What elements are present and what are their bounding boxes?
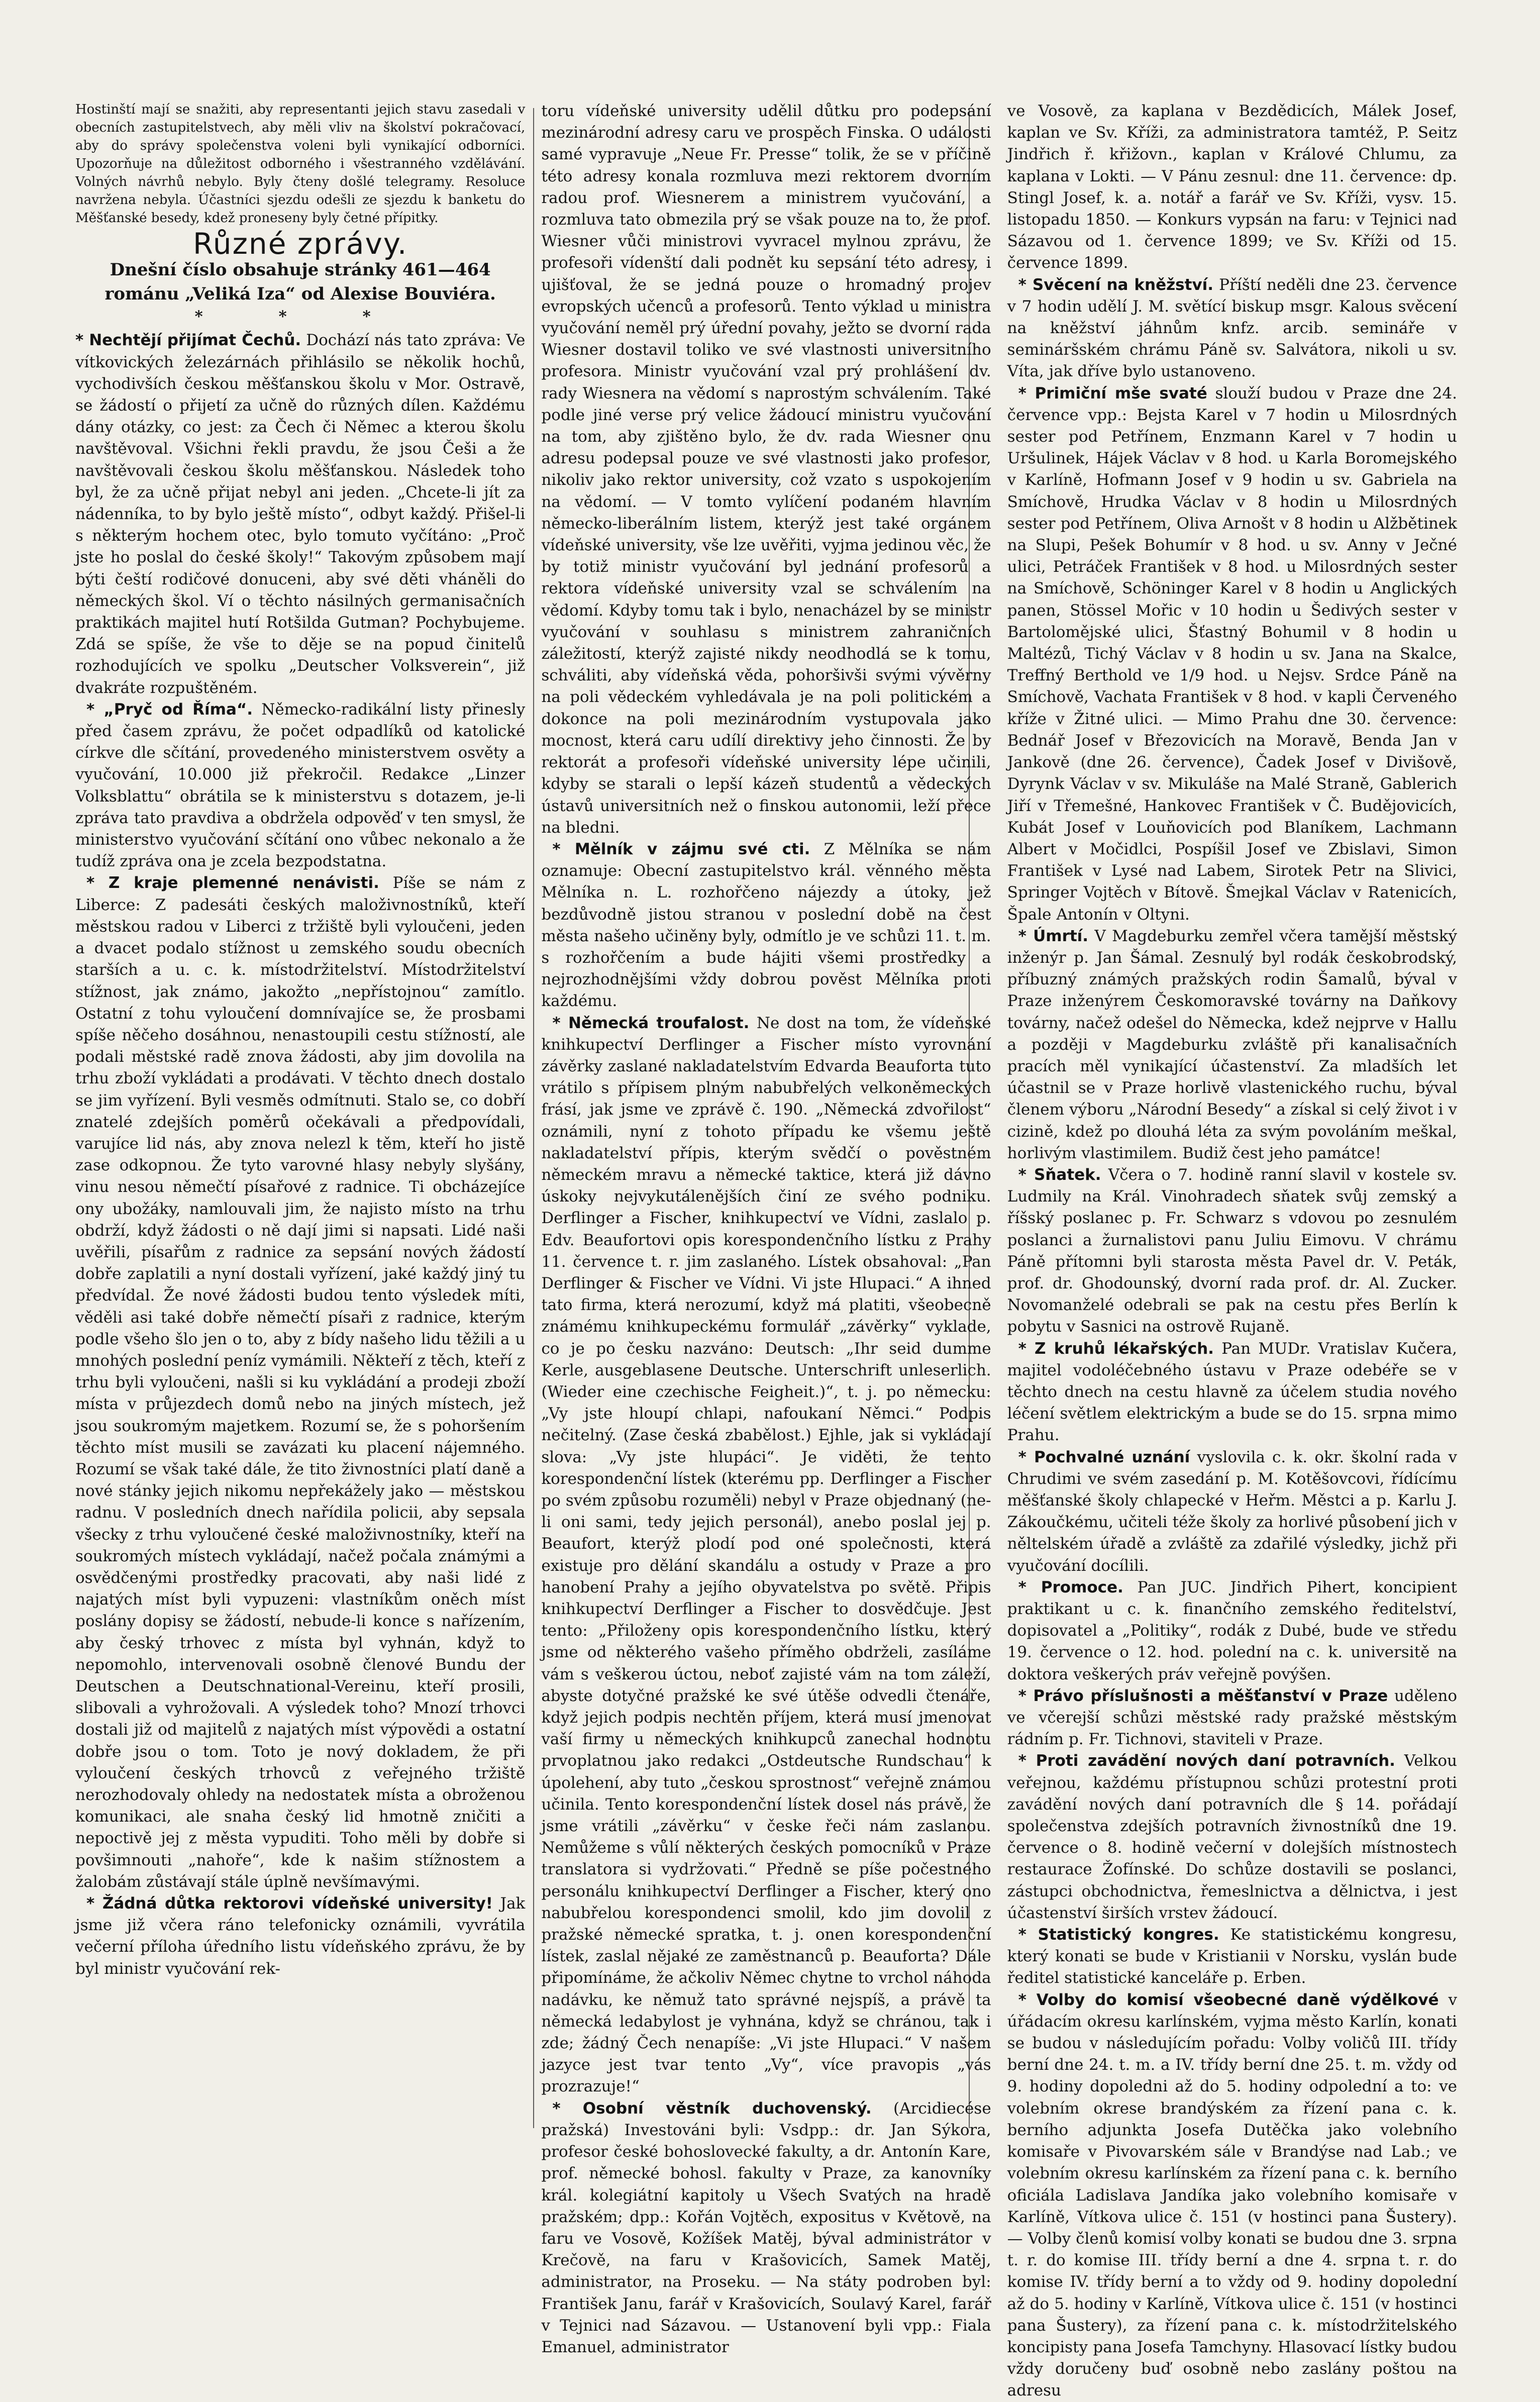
section-title: Různé zprávy. [193,227,408,261]
news-item [541,1013,991,2098]
news-headline: * Osobní věstník duchovenský. [552,2099,872,2118]
column-2 [541,101,991,2356]
news-body: Pan JUC. Jindřich Pihert, koncipient praktikant u c. k. finančního zemského ředitelství, dopisovatel a „Politiky“, rodák z Dubé, bude ve středu 19. července o 12. hod. polední na c. k. universitě na doktora veškerých práv veřejně povýšen. [1007,1578,1457,1683]
news-body: vyslovila c. k. okr. školní rada v Chrudimi ve svém zasedání p. M. Kotěšovcovi, řídícímu měšťanské školy chlapecké v Heřm. Městci a p. Karlu J. Zákoučkému, učiteli téže školy za horlivé působení jich v něltelském úřadě a zvláště za zdařilé výsledky, jichž při vyučování docílili. [1007,1448,1457,1575]
news-headline: * Úmrtí. [1018,927,1089,945]
news-item [1007,383,1457,926]
news-headline: * Právo příslušnosti a měšťanství v Praze [1018,1686,1388,1705]
news-item [1007,1338,1457,1447]
news-body: Příští neděli dne 23. července v 7 hodin udělí J. M. světící biskup msgr. Kalous svěcení na kněžství jáhnům knfz. arcib. semináře v semináršském chrámu Páně sv. Salvátora, nikoli u sv. Víta, jak dříve bylo ustanoveno. [1007,275,1457,381]
news-item [75,330,525,698]
text-columns [75,101,1457,2400]
news-item [75,699,525,873]
news-item [75,872,525,1893]
article-continuation: ve Vosově, za kaplana v Bezdědicích, Málek Josef, kaplan ve Sv. Kříži, za administratora tamtéž, P. Seitz Jindřich ř. křižovn., kaplan v Králové Chlumu, za kaplana v Lokti. — V Pánu zesnul: dne 11. července: dp. Stingl Josef, k. a. notář a farář ve Sv. Kříži, vysv. 15. listopadu 1850. — Konkurs vypsán na faru: v Tejnici nad Sázavou od 1. července 1899; ve Sv. Kříži od 15. července 1899. [1007,102,1457,272]
section-separator: * * * [194,308,406,326]
news-body: Z Mělníka se nám oznamuje: Obecní zastupitelstvo král. věnného města Mělníka n. L. rozhořčeno nájezdy a útoky, jež bezdůvodně jistou stranou v poslední době na čest města našeho učiněny byly, odmítlo je ve schůzi 11. t. m. s rozhořčením a bude hájiti všemi prostředky a nejrozhodnějšími vždy dobrou pověst Mělníka proti každému. [541,840,991,1011]
news-item [541,2098,991,2358]
news-headline: * Sňatek. [1018,1165,1101,1184]
news-item [75,1893,525,1980]
news-body: Německo-radikální listy přinesly před časem zprávu, že počet odpadlíků od katolické církve dle sčítání, provedeného ministerstvem osvěty a vyučování, 10.000 již překročil. Redakce „Linzer Volksblattu“ obrátila se k ministerstvu s dotazem, je-li zpráva tato pravdiva a obdržela odpověď v ten smysl, že ministerstvo vyučování sčítání ono vůbec nekonalo a že tudíž zpráva ona je zcela bezpodstatna. [75,700,526,871]
column-3 [1007,101,1457,2400]
news-headline: * Z kraje plemenné nenávisti. [86,874,379,892]
news-item [1007,274,1457,383]
news-item [1007,1685,1457,1751]
news-body: Ke statistickému kongresu, který konati se bude v Kristianii v Norsku, vyslán bude ředitel statistické kanceláře p. Erben. [1007,1926,1457,1987]
news-headline: * Z kruhů lékařských. [1018,1339,1214,1358]
news-item [1007,1924,1457,1989]
news-item [1007,1577,1457,1685]
news-headline: * Německá troufalost. [552,1014,750,1032]
news-headline: * Volby do komisí všeobecné daně výdělkové [1018,1990,1439,2009]
news-item [1007,1447,1457,1577]
news-body: Ne dost na tom, že vídeňské knihkupectví Derflinger a Fischer místo vyrovnání závěrky zaslané nakladatelstvím Edvarda Beauforta tuto vrátilo s přípisem plným nabubřelých velkoněmeckých frásí, jak jsme ve zprávě č. 190. „Německá zdvořilost“ oznámili, nyní z tohoto případu ke všemu ještě nakladatelství přípis, kterým svědčí o pověstném německém mravu a německé taktice, která již dávno úskoky nejvykutálenějších činí ze svého podniku. Derflinger a Fischer, knihkupectví ve Vídni, zaslalo p. Edv. Beaufortovi opis korespondenčního lístku z Prahy 11. července t. r. jim zaslaného. Lístek obsahoval: „Pan Derflinger & Fischer ve Vídni. Vi jste Hlupaci.“ A ihned tato firma, která nerozumí, když má platiti, všeobecně známému knihkupeckému formulář „závěrky“ vyklade, co je po česku nazváno: Deutsch: „Ihr seid dumme Kerle, ausgeblasene Deutsche. Unterschrift unleserlich. (Wieder eine czechische Feigheit.)“, t. j. po německu: „Vy jste hloupí chlapi, nafoukaní Němci.“ Podpis nečitelný. (Zase česká zbabělost.) Ejhle, jak si vykládají slova: „Vy jste hlupáci“. Je viděti, že tento korespondenční lístek (kterému pp. Derflinger a Fischer po svém způsobu rozuměli) nebyl v Praze objednaný (ne-li oni sami, tedy jejich personál), anebo poslal jej p. Beaufort, kterýž plodí pod oné společnosti, která existuje pro dělání skandálu a ostudy v Praze a pro hanobení Prahy a jejího obyvatelstva po světě. Připis knihkupectví Derflinger a Fischer to dosvědčuje. Jest tento: „Přiloženy opis korespondenčního lístku, který jsme od některého vašeho příměho obdrželi, zasíláme vám s veškerou úctou, neboť zajisté vám na tom záleží, abyste dotyčné pražské ke své útěše odvedli čtenáře, když jejich podpis nechtěn příjem, která musí jmenovat vaší firmy u německých knihkupců zanechal hodnotu prvoplatnou jako redakci „Ostdeutsche Rundschau“ k úpolehení, aby tuto „českou sprostnost“ veřejně známou učinila. Tento korespondenční lístek dosel nás právě, že jsme vrátili „závěrku“ v česke řeči nám zaslanou. Nemůžeme s vůlí některých českých pomocníků v Praze translatora si vydržovati.“ Předně se píše počestného personálu knihkupectví Derflinger a Fischer, který ono nabubřelou korespondenci smolil, kdo jim dovolil z pražské německé spratka, t. j. onen korespondenční lístek, zaslal nějaké ze zaměstnanců p. Beauforta? Dále připomínáme, že ačkoliv Němec chytne to vrchol náhoda nadávku, ke němuž tato správné nejspíš, a právě ta německá ledabylost je vyhnána, když se chránou, tak i zde; žádný Čech nenapíše: „Vi jste Hlupaci.“ V našem jazyce jest tvar tento „Vy“, více pravopis „vás prozrazuje!“ [541,1014,991,2096]
news-body: V Magdeburku zemřel včera tamější městský inženýr p. Jan Šámal. Zesnulý byl rodák českobrodský, příbuzný známých pražských rodin Šamalů, býval v Praze inženýrem Českomoravské továrny na Daňkovy továrny, načež odešel do Německa, kdež nejprve v Hallu a později v Magdeburku zvláště při kanalisačních pracích měl vynikající účastenství. Za mladších let účastnil se v Praze horlivě vlastenického ruchu, býval členem výboru „Národní Besedy“ a získal si celý život i v cizině, kdež po dlouhá léta za svým povoláním meškal, horlivým vlastimilem. Budiž čest jeho památce! [1007,927,1457,1162]
news-body: Jak jsme již včera ráno telefonicky oznámili, vyvrátila večerní příloha úředního listu vídeňského zprávu, že by byl ministr vyučování rek- [75,1894,526,1978]
news-item [541,839,991,1013]
news-headline: * Primiční mše svaté [1018,384,1207,403]
article-continuation: Hostinští mají se snažiti, aby representanti jejich stavu zasedali v obecních zastupitelstvech, aby měli vliv na školství pokračovací, aby do správy společenstva voleni byli vynikající odborníci. Upozorňuje na důležitost odborného i všestranného vzdělávání. Volných návrhů nebylo. Byly čteny došlé telegramy. Resoluce navržena nebyla. Účastníci sjezdu odešli ze sjezdu k banketu do Měšťanské besedy, kdež proneseny byly četné přípitky. [75,102,526,226]
news-item [1007,1164,1457,1338]
news-body: Včera o 7. hodině ranní slavil v kostele sv. Ludmily na Král. Vinohradech sňatek svůj zemský a říšský poslanec p. Fr. Schwarz s vdovou po zesnulém poslanci a žurnalistovi panu Juliu Eimovu. V chrámu Páně přítomni byli starosta města Pavel dr. V. Peták, prof. dr. Ghodounský, dvorní rada prof. dr. Al. Zucker. Novomanželé odebrali se pak na cestu přes Berlín k pobytu v Sasnici na ostrově Rujaně. [1007,1165,1457,1336]
news-body: v úřádacím okresu karlínském, vyjma město Karlín, konati se budou v následujícím pořadu: Volby voličů III. třídy berní dne 24. t. m. a IV. třídy berní dne 25. t. m. vždy od 9. hodiny dopoledni až do 5. hodiny odpolední a to: ve volebním okrese brandýském za řízení pana c. k. berního adjunkta Josefa Dutěčka jako volebního komisaře v Pivovarském sále v Brandýse nad Lab.; ve volebním okresu karlínském za řízení pana c. k. berního oficiála Ladislava Jandíka jako volebního komisaře v Karlíně, Vítkova ulice č. 151 (v hostinci pana Šustery). — Volby členů komisí volby konati se budou dne 3. srpna t. r. do komise III. třídy berní a dne 4. srpna t. r. do komise IV. třídy berní a to vždy od 9. hodiny dopolední až do 5. hodiny v Karlíně, Vítkova ulice č. 151 (v hostinci pana Šustery), za řízení pana c. k. místodržitelského koncipisty pana Josefa Tamchyny. Hlasovací lístky budou vždy doručeny buď osobně nebo zaslány poštou na adresu [1007,1990,1457,2400]
news-item [1007,1989,1457,2402]
news-headline: * Nechtějí přijímat Čechů. [75,331,301,350]
news-headline: * Proti zavádění nových daní potravních. [1018,1752,1395,1770]
news-body: (Arcidiecése pražská) Investováni byli: Vsdpp.: dr. Jan Sýkora, profesor české bohoslovecké fakulty, a dr. Antonín Kare, prof. německé bohosl. fakulty v Praze, za kanovníky král. kolegiátní kapitoly u Všech Svatých na hradě pražském; dpp.: Kořán Vojtěch, expositus v Květově, na faru ve Vosově, Kožíšek Matěj, býval administrátor v Krečově, na faru v Krašovicích, Samek Matěj, administrator, na Proseku. — Na státy podroben byl: František Janu, farář v Krašovicích, Soulavý Karel, farář v Tejnici nad Sázavou. — Ustanovení byli vpp.: Fiala Emanuel, administrator [541,2099,991,2356]
news-body: Dochází nás tato zpráva: Ve vítkovických železárnách přihlásilo se několik hochů, vychodivších českou měšťanskou školu v Mor. Ostravě, se žádostí o přijetí za učně do různých dílen. Každému dány otázky, co jest: za Čech či Němec a kterou školu navštěvoval. Všichni řekli pravdu, že jsou Češi a že navštěvovali českou školu měšťanskou. Následek toho byl, že za učně přijat nebyl ani jeden. „Chcete-li jít za nádenníka, to by bylo ještě místo“, odbyt každý. Přišel-li s některým hochem otec, bylo tomuto vyčítáno: „Proč jste ho poslal do české školy!“ Takovým způsobem mají býti čeští rodičové donuceni, aby své děti vháněli do německých škol. Ví o těchto násilných germanisačních praktikách majitel hutí Rotšilda Gutman? Pochybujeme. Zdá se spíše, že vše to děje se na popud činitelů rozhodujících ve spolku „Deutscher Volksverein“, již dvakráte rozpuštěném. [75,331,526,697]
news-body: Velkou veřejnou, každému přístupnou schůzi protestní proti zavádění nových daní potravních dle § 14. pořádají společenstva zdejších potravních živnostníků dne 19. července o 8. hodině večerní v dolejších místnostech restaurace Žofínské. Do schůze dostavili se poslanci, zástupci obchodnictva, řemeslnictva a dělnictva, i jest účastenství širších vrstev žádoucí. [1007,1752,1457,1922]
news-headline: * Svěcení na kněžství. [1018,275,1214,294]
news-headline: * Pochvalné uznání [1018,1448,1190,1466]
news-headline: * Mělník v zájmu své cti. [552,840,810,858]
news-headline: * „Pryč od Říma“. [86,700,253,719]
news-body: uděleno ve včerejší schůzi městské rady pražské městským rádním p. Fr. Tichnovi, staviteli v Praze. [1007,1686,1457,1749]
news-headline: * Promoce. [1018,1578,1123,1596]
news-body: Píše se nám z Liberce: Z padesáti českých maloživnostníků, kteří městskou radou v Liberci z tržiště byli vyloučeni, jeden a dvacet podalo stížnost u zemského soudu obecních starších a u. c. k. místodržitelství. Místodržitelství stížnost, jak známo, jakožto „nepřístojnou“ zamítlo. Ostatní z tohu vyloučení domnívajíce se, že prosbami spíše něčeho dosáhnou, nenastoupili cestu stížností, ale podali městské radě znova žádosti, aby jim dovolila na trhu zboží vykládati a prodávati. V těchto dnech dostalo se jim vyřízení. Byli vesměs odmítnuti. Stalo se, co dobří znatelé zdejších poměrů očekávali a předpovídali, varujíce lid nás, aby znova nelezl k těm, kteří ho jistě zase odkopnou. Že tyto varovné hlasy nebyly slyšány, vinu nesou němečtí písařové z radnice. Ti obcházejíce ony ubožáky, namlouvali jim, že najisto místo na trhu obdrží, když žádosti o ně dají jimi si napsati. Lidé naši uvěřili, písařům z radnice za sepsání nových žádostí dobře zaplatili a nyní dostali vyřízení, jaké každý jiný tu předvídal. Že nové žádosti budou tento výsledek míti, věděli asi také dobře němečtí písaři z radnice, kterým podle všeho šlo jen o to, aby z bídy našeho lidu těžili a u mnohých poslední peníz vymámili. Někteří z těch, kteří z trhu byli vyloučeni, našli si ku vykládání a prodeji zboží místa v průjezdech domů nebo na jiných místech, jež jsou soukromým majetkem. Rozumí se, že s pohoršením těchto míst musili se zavázati ku placení nájemného. Rozumí se však také dále, že tito živnostníci platí daně a nové stánky jejich nikomu nepřekážely jako — městskou radnu. V posledních dnech nařídila policii, aby sepsala všecky z trhu vyloučené české maloživnostníky, kteří na soukromých místech vykládají, načež počala známými a osvědčenými prostředky pracovati, aby naši lidé z najatých míst byli vypuzeni: vlastníkům oněch míst poslány dopisy se žádostí, nebude-li konce s nařízením, aby český trhovec z místa byl vyhnán, když to nepomohlo, intervenovali osobně členové Bundu der Deutschen a Deutschnational-Vereinu, kteří prosili, slibovali a vyhrožovali. A výsledek toho? Mnozí trhovci dostali již od majitelů z najatých míst výpovědi a ostatní dobře jsou o tom. Toto je nový dokladem, že při vyloučení českých trhovců z veřejného tržiště nerozhodovaly ohledy na nedostatek místa a obroženou komunikaci, ale snaha český lid hmotně zničiti a nepoctivě jej z města vypuditi. Toho měli by dobře si povšimnouti „nahoře“, kde k našim stížnostem a žalobám zůstávají stále úplně nevšímavými. [75,874,526,1891]
news-item [1007,1750,1457,1924]
news-body: Pan MUDr. Vratislav Kučera, majitel vodoléčebného ústavu v Praze odebéře se v těchto dnech na cestu hlavně za účelem studia nového léčení světlem elektrickým a bude se do 15. srpna mimo Prahu. [1007,1339,1457,1445]
issue-notice: Dnešní číslo obsahuje stránky 461—464 románu „Veliká Iza“ od Alexise Bouviéra. [105,260,496,305]
news-item [1007,926,1457,1164]
column-1 [75,101,525,2131]
news-headline: * Žádná důtka rektorovi vídeňské university! [86,1894,493,1913]
news-headline: * Statistický kongres. [1018,1926,1219,1944]
news-body: slouží budou v Praze dne 24. července vpp.: Bejsta Karel v 7 hodin u Milosrdných sester pod Petřínem, Enzmann Karel v 7 hodin u Uršulinek, Hájek Václav v 8 hod. u Karla Boromejského v Karlíně, Hofmann Josef v 9 hodin u sv. Gabriela na Smíchově, Hrudka Václav v 8 hodin u Milosrdných sester pod Petřínem, Oliva Arnošt v 8 hodin u Alžbětinek na Slupi, Pešek Bohumír v 8 hod. u sv. Anny v Ječné ulici, Petráček František v 8 hod. u Milosrdných sester na Smíchově, Schöninger Karel v 8 hodin u Anglických panen, Stössel Mořic v 10 hodin u Šedivých sester v Bartolomějské ulici, Šťastný Bohumil v 8 hodin u Maltézů, Tichý Václav v 8 hodin u sv. Jana na Skalce, Treffný Berthold ve 1/9 hod. u Nejsv. Srdce Páně na Smíchově, Vachata František v 8 hod. v kapli Červeného kříže v Žitné ulici. — Mimo Prahu dne 30. července: Bednář Josef v Březovicích na Moravě, Benda Jan v Jankově (dne 26. července), Čadek Josef v Divišově, Dyrynk Václav v sv. Mikuláše na Malé Straně, Gablerich Jiří v Třemešné, Hankovec František v Č. Budějovicích, Kubát Josef v Louňovicích pod Blaníkem, Lachmann Albert v Močidlci, Pospíšil Josef ve Zbislavi, Simon František v Lysé nad Labem, Sirotek Petr na Slivici, Springer Vojtěch v Bítově. Šmejkal Václav v Ratenicích, Špale Antonín v Oltyni. [1007,384,1457,924]
article-continuation: toru vídeňské university udělil důtku pro podepsání mezinárodní adresy caru ve prospěch Finska. O události samé vypravuje „Neue Fr. Presse“ tolik, že se v příčině této adresy konala rozmluva mezi rektorem dvorním radou prof. Wiesnerem a ministrem vyučování, a rozmluva tato obmezila prý se však pouze na to, že prof. Wiesner vůči ministrovi vyvracel mylnou zprávu, že profesoři vídenští dali podnět ku sepsání této adresy, i ujišťoval, že se jedná pouze o hromadný projev evropských učenců a profesorů. Tento výklad u ministra vyučování neměl prý úřední povahy, ježto se dvorní rada Wiesner dostavil toliko ve své vlastnosti universitního profesora. Ministr vyučování vzal prý prohlášení dv. rady Wiesnera na vědomí s naprostým schválením. Také podle jiné verse prý velice žádoucí ministru vyučování na tom, aby zjištěno bylo, že dv. rada Wiesner onu adresu podepsal pouze ve své vlastnosti jako profesor, nikoliv jako rektor university, což vzato s uspokojením na vědomí. — V tomto vylíčení podaném hlavním německo-liberálním listem, kterýž jest také orgánem vídeňské university, vše lze uvěřiti, vyjma jedinou věc, že by totiž ministr vyučování byl jednání profesorů a rektora vídeňské university vzal se schválením na vědomí. Kdyby tomu tak i bylo, nenacházel by se ministr vyučování v souhlasu s ministrem zahraničních záležitostí, kterýž zajisté nikdy neodhodlá se k tomu, schváliti, aby vídeňská věda, pohoršivši svými vývěrny na poli vědeckém vyhledávala je na poli politickém a dokonce na poli mezinárodním vystupovala jako mocnost, která caru udílí direktivy jeho činnosti. Že by rektorát a profesoři vídeňské university lépe učinili, kdyby se starali o lepší kázeň studentů a vědeckých ústavů universitních než o finskou autonomii, leží přece na bledni. [541,102,991,837]
